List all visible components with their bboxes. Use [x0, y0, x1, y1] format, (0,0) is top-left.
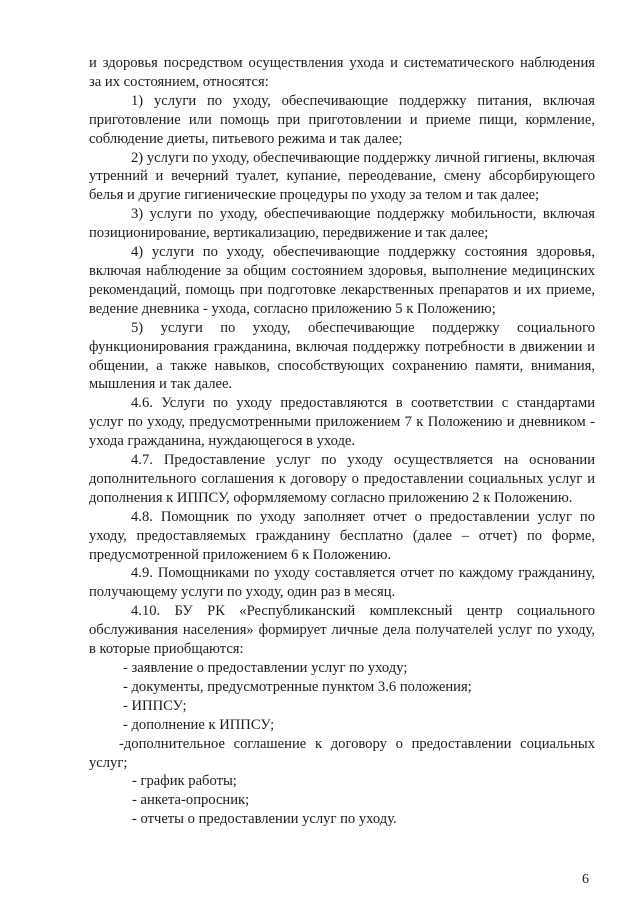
intro-paragraph: и здоровья посредством осуществления ухода и систематического наблюдения за их состоянием, относятся: — [89, 55, 595, 90]
list-item: - анкета-опросник; — [132, 792, 250, 809]
list-item: - заявление о предоставлении услуг по уходу; — [123, 660, 408, 676]
service-item-2: 2) услуги по уходу, обеспечивающие поддержку личной гигиены, включая утренний и вечерний туалет, купание, переодевание, смену абсорбирующего белья и другие гигиенические процедуры по уходу за телом и так далее; — [89, 149, 595, 204]
clause-4-9: 4.9. Помощниками по уходу составляется отчет по каждому гражданину, получающему услуги по уходу, один раз в месяц. — [89, 565, 595, 601]
list-item: - документы, предусмотренные пунктом 3.6 положения; — [123, 678, 472, 695]
list-item: - ИППСУ; — [123, 697, 187, 714]
service-item-5: 5) услуги по уходу, обеспечивающие поддержку социального функционирования гражданина, включая поддержку потребности в движении и общении, а также навыков, способствующих сохранению памяти, внимания, мышления и так далее. — [89, 319, 595, 393]
clause-4-6: 4.6. Услуги по уходу предоставляются в соответствии с стандартами услуг по уходу, предусмотренными приложением 7 к Положению и дневником - ухода гражданина, нуждающегося в уходе. — [89, 395, 595, 450]
service-item-3: 3) услуги по уходу, обеспечивающие поддержку мобильности, включая позиционирование, вертикализацию, передвижение и так далее; — [89, 206, 595, 242]
clause-4-10: 4.10. БУ РК «Республиканский комплексный центр социального обслуживания населения» формирует личные дела получателей услуг по уходу, в которые приобщаются: — [89, 603, 595, 658]
clause-4-8: 4.8. Помощник по уходу заполняет отчет о предоставлении услуг по уходу, предоставляемых гражданину бесплатно (далее – отчет) по форме, предусмотренной приложением 6 к Положению. — [89, 508, 595, 563]
service-item-1: 1) услуги по уходу, обеспечивающие поддержку питания, включая приготовление или помощь при приготовлении и приеме пищи, кормление, соблюдение диеты, питьевого режима и так далее; — [89, 92, 595, 147]
case-file-documents-list — [89, 659, 595, 829]
list-item: - график работы; — [132, 773, 237, 790]
clause-4-7: 4.7. Предоставление услуг по уходу осуществляется на основании дополнительного соглашения к договору о предоставлении социальных услуг и дополнения к ИППСУ, оформляемому согласно приложению 2 к Положению. — [89, 452, 595, 506]
document-page — [89, 54, 595, 829]
list-item: - отчеты о предоставлении услуг по уходу. — [132, 811, 397, 828]
list-item: - дополнение к ИППСУ; — [123, 716, 275, 733]
page-number: 6 — [582, 872, 589, 887]
service-item-4: 4) услуги по уходу, обеспечивающие поддержку состояния здоровья, включая наблюдение за общим состоянием здоровья, выполнение медицинских рекомендаций, помощь при подготовке лекарственных препаратов и их приеме, ведение дневника - ухода, согласно приложению 5 к Положению; — [89, 244, 595, 317]
list-item: -дополнительное соглашение к договору о предоставлении социальных услуг; — [89, 735, 595, 771]
